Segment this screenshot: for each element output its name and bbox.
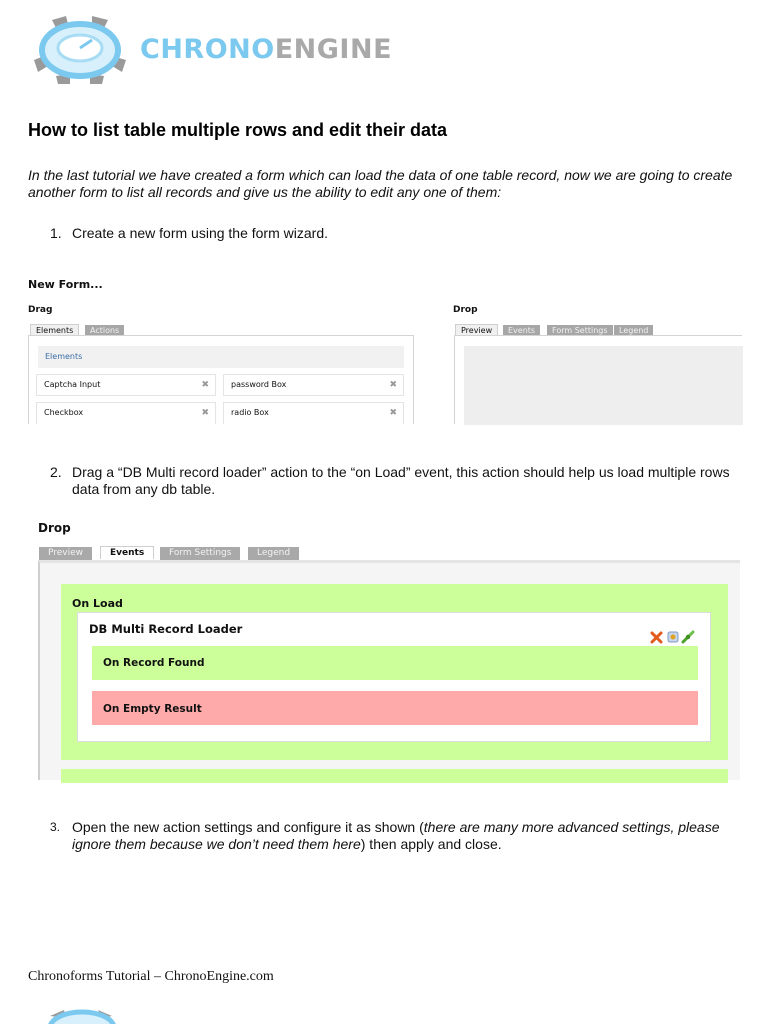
db-multi-record-loader-action[interactable] [77, 612, 711, 742]
tab-form-settings[interactable]: Form Settings [160, 547, 240, 560]
element-label: Captcha Input [44, 380, 101, 389]
element-radio-box[interactable] [223, 402, 404, 424]
step-text [72, 819, 732, 853]
on-record-found-event[interactable] [92, 646, 698, 680]
on-empty-result-event[interactable] [92, 691, 698, 725]
element-password-box[interactable] [223, 374, 404, 396]
action-icons [650, 630, 706, 646]
remove-icon[interactable]: ✖ [201, 380, 209, 390]
on-load-event[interactable] [61, 584, 728, 760]
tab-preview[interactable]: Preview [39, 547, 92, 560]
drop-panel [454, 335, 742, 424]
drag-label: Drag [28, 305, 53, 315]
events-panel [38, 560, 740, 780]
step-number: 2. [50, 464, 62, 480]
step-1 [0, 225, 768, 243]
drag-panel [28, 335, 414, 424]
settings-icon[interactable] [666, 630, 680, 644]
new-form-heading: New Form... [28, 278, 103, 291]
step-text: Drag a “DB Multi record loader” action to the “on Load” event, this action should help us load multiple rows data from any db table. [72, 464, 730, 497]
action-label: DB Multi Record Loader [89, 622, 243, 636]
gear-logo-icon [30, 12, 130, 86]
tab-legend[interactable]: Legend [248, 547, 299, 560]
next-page-logo-icon [36, 1004, 132, 1024]
step-3 [0, 819, 768, 855]
element-checkbox[interactable] [36, 402, 216, 424]
intro-paragraph: In the last tutorial we have created a form which can load the data of one table record, now we are going to create another form to list all records and give us the ability to edit any one of them: [28, 167, 733, 200]
on-empty-result-label: On Empty Result [103, 703, 202, 715]
element-captcha-input[interactable] [36, 374, 216, 396]
tab-legend[interactable]: Legend [614, 325, 653, 336]
on-load-label: On Load [72, 597, 123, 610]
elements-header: Elements [38, 346, 404, 368]
events-screenshot [38, 518, 740, 780]
drop-area[interactable] [464, 346, 743, 425]
remove-icon[interactable]: ✖ [389, 408, 397, 418]
page-title: How to list table multiple rows and edit their data [28, 120, 448, 140]
element-label: radio Box [231, 408, 269, 417]
tab-preview[interactable]: Preview [455, 324, 498, 335]
delete-icon[interactable] [650, 631, 663, 644]
element-label: password Box [231, 380, 287, 389]
step-number: 3. [50, 820, 61, 834]
connect-icon[interactable] [681, 630, 695, 644]
drop-label: Drop [38, 521, 71, 535]
new-form-screenshot [28, 278, 742, 424]
tab-events[interactable]: Events [503, 325, 540, 336]
step-text-after: ) then apply and close. [360, 836, 502, 852]
tab-events[interactable]: Events [100, 546, 154, 559]
step-2 [0, 464, 768, 500]
drop-label: Drop [453, 305, 478, 315]
next-event-block[interactable] [61, 769, 728, 783]
page-footer: Chronoforms Tutorial – ChronoEngine.com [28, 969, 274, 984]
remove-icon[interactable]: ✖ [201, 408, 209, 418]
tab-form-settings[interactable]: Form Settings [547, 325, 613, 336]
element-label: Checkbox [44, 408, 84, 417]
step-text-italic: there are many more advanced settings, please ignore them because we don’t need them here [72, 819, 720, 852]
logo-text-engine: ENGINE [274, 34, 393, 65]
tab-elements[interactable]: Elements [30, 324, 79, 335]
on-record-found-label: On Record Found [103, 657, 205, 669]
logo-text-chrono: CHRONO [140, 34, 275, 65]
remove-icon[interactable]: ✖ [389, 380, 397, 390]
step-text-before: Open the new action settings and configure it as shown ( [72, 819, 424, 835]
step-number: 1. [50, 225, 62, 241]
chronoengine-logo [30, 12, 410, 86]
step-text: Create a new form using the form wizard. [72, 225, 328, 241]
tab-actions[interactable]: Actions [85, 325, 124, 336]
